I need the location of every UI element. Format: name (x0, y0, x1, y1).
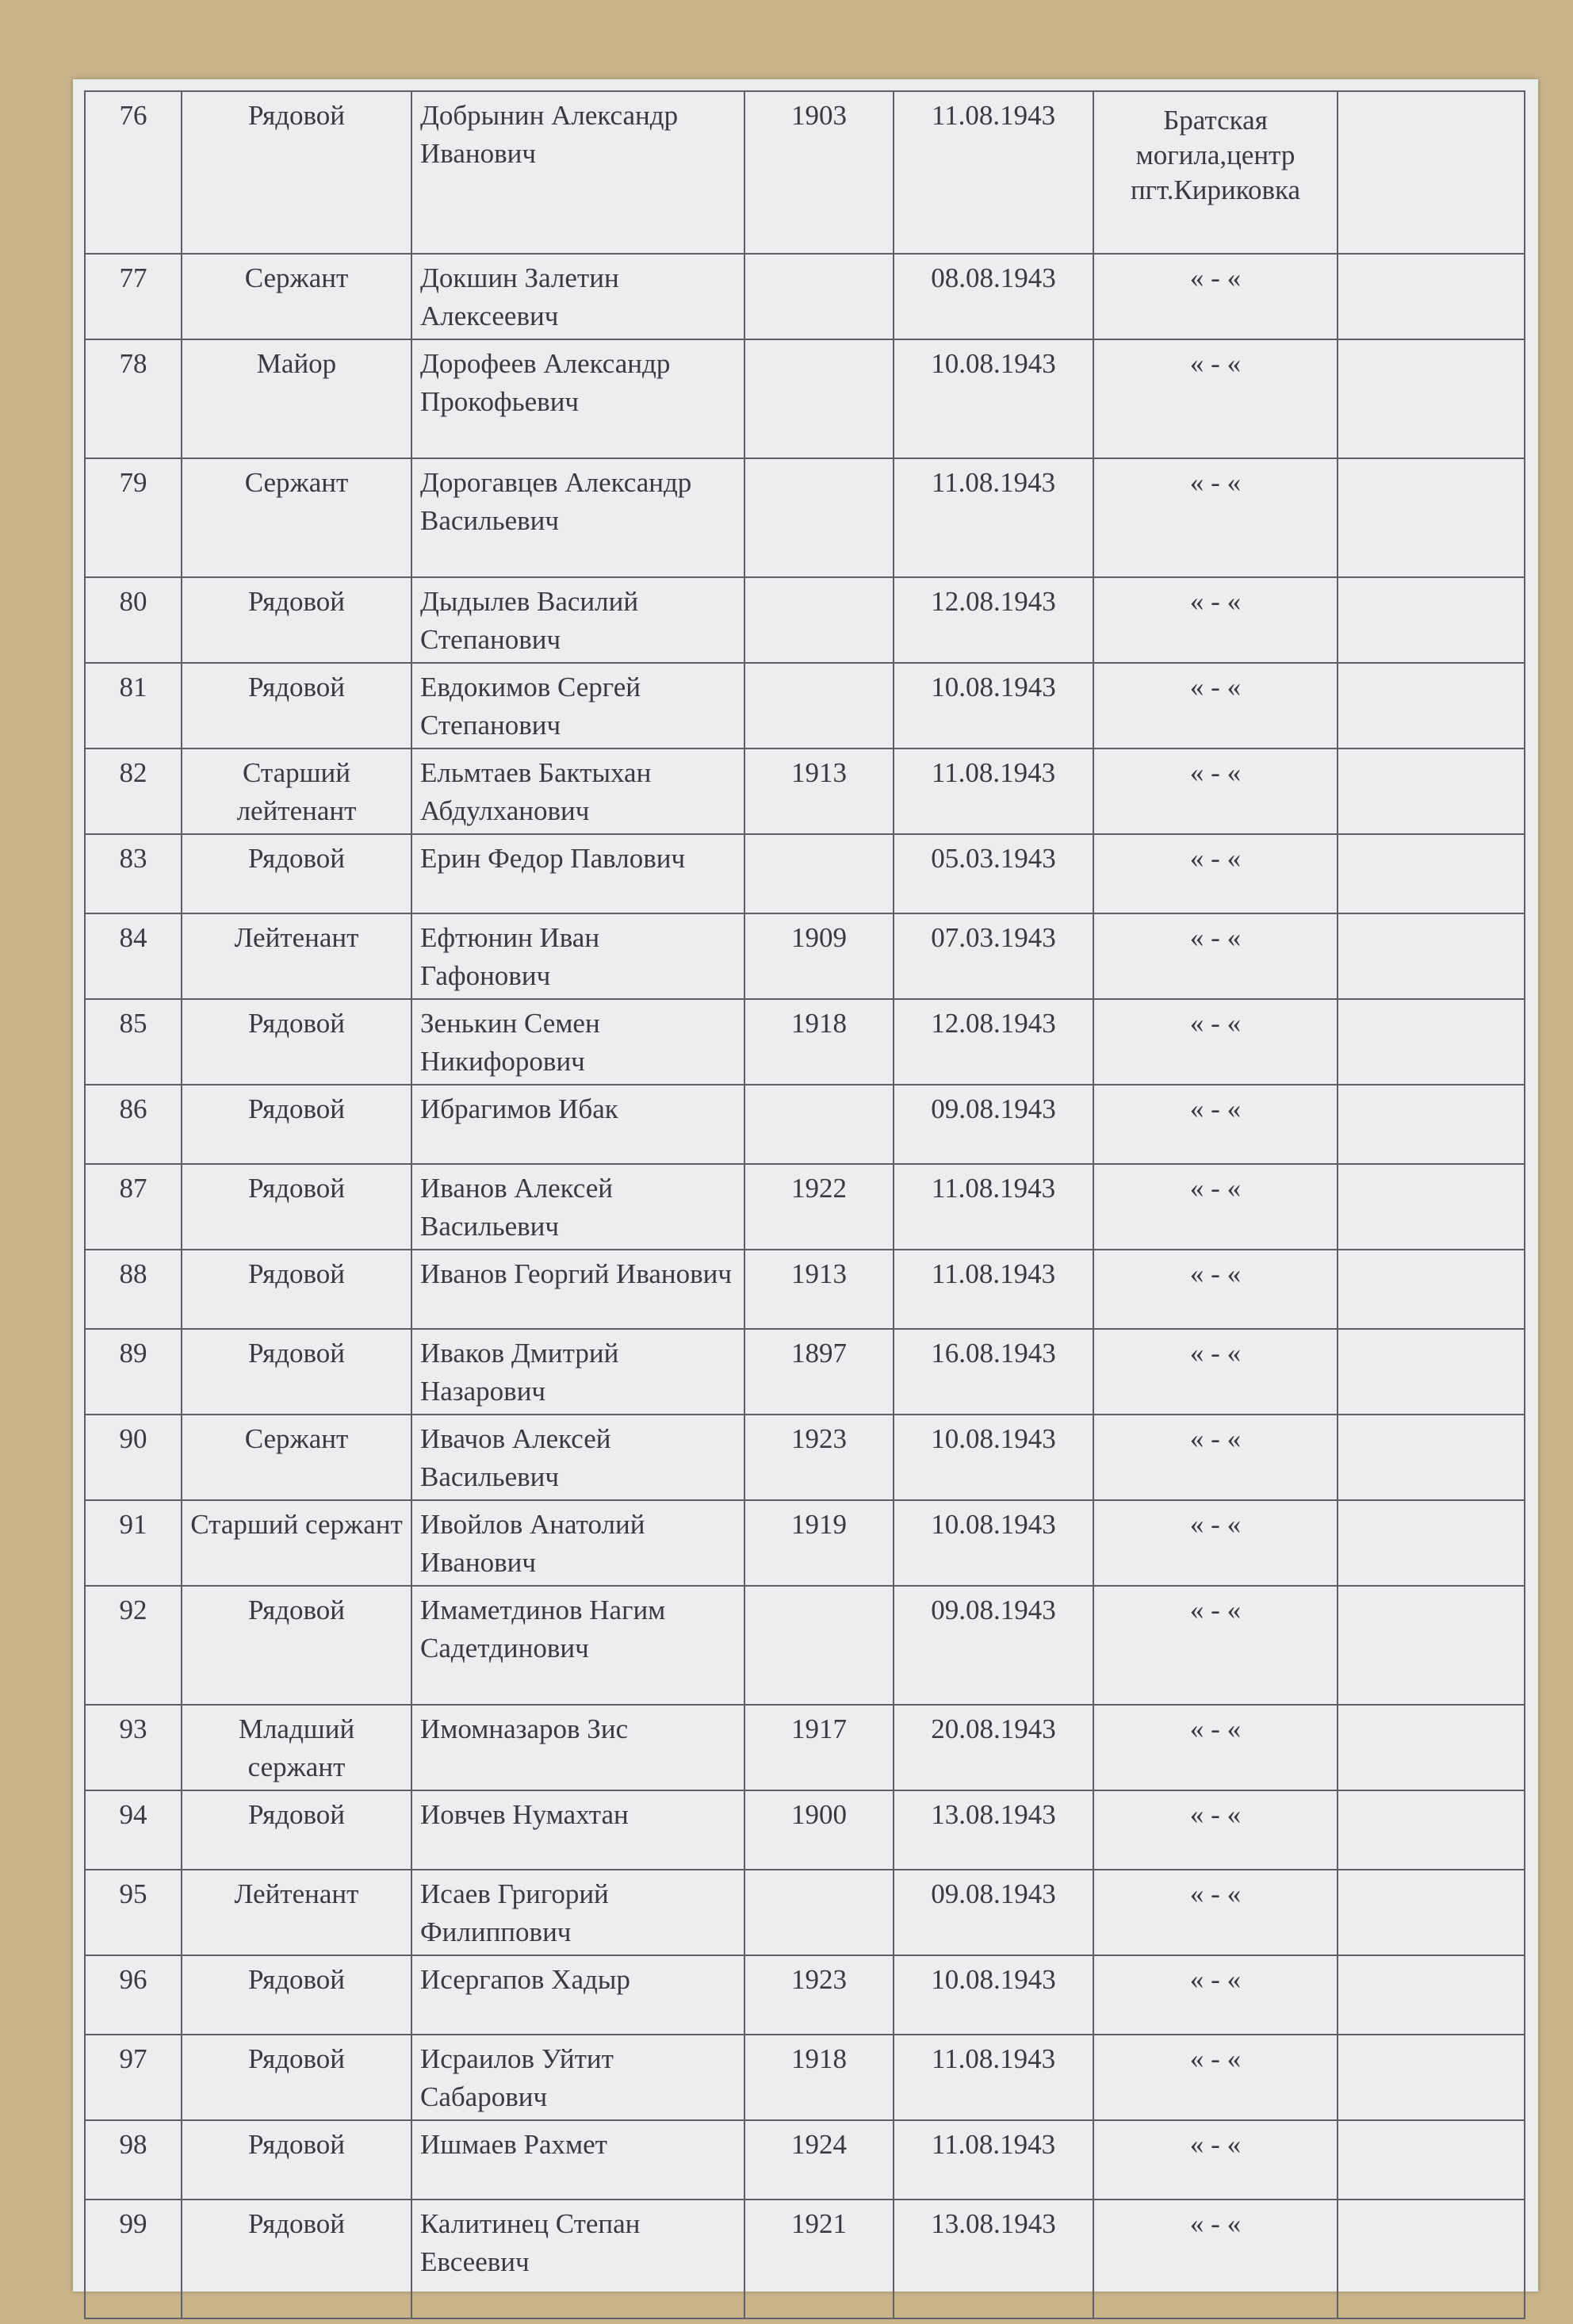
burial-place: Братская могила,центр пгт.Кириковка (1093, 91, 1338, 254)
document-page (73, 79, 1538, 2291)
note-cell (1338, 339, 1525, 458)
burial-place: « - « (1093, 749, 1338, 834)
soldier-rank: Старший сержант (182, 1500, 411, 1586)
soldier-name: Зенькин Семен Никифорович (411, 999, 744, 1085)
burial-place: « - « (1093, 999, 1338, 1085)
birth-year: 1913 (744, 749, 894, 834)
soldier-name: Иваков Дмитрий Назарович (411, 1329, 744, 1415)
table-row (85, 1790, 1525, 1870)
table-row (85, 1329, 1525, 1415)
soldier-number: 99 (85, 2200, 182, 2318)
soldier-name: Имомназаров Зис (411, 1705, 744, 1790)
soldier-number: 76 (85, 91, 182, 254)
birth-year (744, 663, 894, 749)
table-row (85, 1500, 1525, 1586)
note-cell (1338, 1955, 1525, 2035)
note-cell (1338, 1500, 1525, 1586)
table-row (85, 91, 1525, 254)
soldier-name: Ишмаев Рахмет (411, 2120, 744, 2200)
soldier-name: Ефтюнин Иван Гафонович (411, 913, 744, 999)
table-row (85, 1705, 1525, 1790)
soldier-number: 84 (85, 913, 182, 999)
birth-year (744, 577, 894, 663)
soldier-rank: Рядовой (182, 91, 411, 254)
soldier-rank: Рядовой (182, 1250, 411, 1329)
soldier-rank: Сержант (182, 1415, 411, 1500)
soldier-name: Иовчев Нумахтан (411, 1790, 744, 1870)
soldier-number: 82 (85, 749, 182, 834)
soldier-name: Ерин Федор Павлович (411, 834, 744, 913)
burial-place: « - « (1093, 1329, 1338, 1415)
death-date: 05.03.1943 (894, 834, 1093, 913)
table-row (85, 2200, 1525, 2318)
soldier-name: Ивойлов Анатолий Иванович (411, 1500, 744, 1586)
table-row (85, 1870, 1525, 1955)
table-row (85, 1586, 1525, 1705)
birth-year (744, 1586, 894, 1705)
birth-year (744, 254, 894, 339)
burial-place: « - « (1093, 1586, 1338, 1705)
death-date: 11.08.1943 (894, 91, 1093, 254)
soldier-number: 93 (85, 1705, 182, 1790)
burial-place: « - « (1093, 1250, 1338, 1329)
soldier-rank: Сержант (182, 254, 411, 339)
soldier-number: 98 (85, 2120, 182, 2200)
soldier-name: Евдокимов Сергей Степанович (411, 663, 744, 749)
birth-year: 1909 (744, 913, 894, 999)
soldier-name: Дыдылев Василий Степанович (411, 577, 744, 663)
birth-year (744, 1870, 894, 1955)
soldier-name: Иванов Алексей Васильевич (411, 1164, 744, 1250)
note-cell (1338, 254, 1525, 339)
memorial-roll-table (84, 90, 1525, 2319)
soldier-number: 81 (85, 663, 182, 749)
soldier-number: 86 (85, 1085, 182, 1164)
soldier-number: 78 (85, 339, 182, 458)
soldier-name: Исергапов Хадыр (411, 1955, 744, 2035)
note-cell (1338, 91, 1525, 254)
note-cell (1338, 749, 1525, 834)
note-cell (1338, 1164, 1525, 1250)
burial-place: « - « (1093, 339, 1338, 458)
death-date: 11.08.1943 (894, 1164, 1093, 1250)
table-row (85, 749, 1525, 834)
soldier-rank: Рядовой (182, 834, 411, 913)
note-cell (1338, 999, 1525, 1085)
burial-place: « - « (1093, 1790, 1338, 1870)
burial-place: « - « (1093, 1500, 1338, 1586)
table-row (85, 254, 1525, 339)
note-cell (1338, 2200, 1525, 2318)
table-row (85, 1250, 1525, 1329)
death-date: 09.08.1943 (894, 1085, 1093, 1164)
death-date: 20.08.1943 (894, 1705, 1093, 1790)
note-cell (1338, 2035, 1525, 2120)
death-date: 09.08.1943 (894, 1870, 1093, 1955)
birth-year: 1918 (744, 999, 894, 1085)
death-date: 07.03.1943 (894, 913, 1093, 999)
soldier-rank: Рядовой (182, 2120, 411, 2200)
soldier-number: 77 (85, 254, 182, 339)
death-date: 11.08.1943 (894, 749, 1093, 834)
soldier-rank: Старший лейтенант (182, 749, 411, 834)
roll-body (85, 91, 1525, 2318)
soldier-rank: Рядовой (182, 1329, 411, 1415)
soldier-name: Исраилов Уйтит Сабарович (411, 2035, 744, 2120)
death-date: 10.08.1943 (894, 663, 1093, 749)
soldier-name: Калитинец Степан Евсеевич (411, 2200, 744, 2318)
soldier-name: Имаметдинов Нагим Садетдинович (411, 1586, 744, 1705)
death-date: 12.08.1943 (894, 999, 1093, 1085)
birth-year (744, 1085, 894, 1164)
burial-place: « - « (1093, 834, 1338, 913)
burial-place: « - « (1093, 1164, 1338, 1250)
soldier-rank: Лейтенант (182, 1870, 411, 1955)
birth-year: 1923 (744, 1955, 894, 2035)
note-cell (1338, 663, 1525, 749)
table-row (85, 1415, 1525, 1500)
table-row (85, 2035, 1525, 2120)
note-cell (1338, 1415, 1525, 1500)
soldier-name: Ельмтаев Бактыхан Абдулханович (411, 749, 744, 834)
note-cell (1338, 1586, 1525, 1705)
birth-year: 1917 (744, 1705, 894, 1790)
note-cell (1338, 458, 1525, 577)
soldier-rank: Рядовой (182, 2035, 411, 2120)
soldier-name: Ивачов Алексей Васильевич (411, 1415, 744, 1500)
birth-year: 1903 (744, 91, 894, 254)
birth-year: 1922 (744, 1164, 894, 1250)
note-cell (1338, 1250, 1525, 1329)
table-row (85, 577, 1525, 663)
table-row (85, 834, 1525, 913)
table-row (85, 663, 1525, 749)
soldier-rank: Рядовой (182, 2200, 411, 2318)
death-date: 16.08.1943 (894, 1329, 1093, 1415)
birth-year: 1923 (744, 1415, 894, 1500)
death-date: 08.08.1943 (894, 254, 1093, 339)
death-date: 13.08.1943 (894, 1790, 1093, 1870)
soldier-rank: Сержант (182, 458, 411, 577)
soldier-name: Докшин Залетин Алексеевич (411, 254, 744, 339)
note-cell (1338, 577, 1525, 663)
burial-place: « - « (1093, 1415, 1338, 1500)
burial-place: « - « (1093, 1085, 1338, 1164)
soldier-number: 95 (85, 1870, 182, 1955)
soldier-rank: Рядовой (182, 999, 411, 1085)
burial-place: « - « (1093, 2200, 1338, 2318)
soldier-name: Дорогавцев Александр Васильевич (411, 458, 744, 577)
soldier-number: 91 (85, 1500, 182, 1586)
note-cell (1338, 1790, 1525, 1870)
burial-place: « - « (1093, 1955, 1338, 2035)
soldier-number: 79 (85, 458, 182, 577)
burial-place: « - « (1093, 1870, 1338, 1955)
death-date: 11.08.1943 (894, 1250, 1093, 1329)
burial-place: « - « (1093, 2035, 1338, 2120)
death-date: 13.08.1943 (894, 2200, 1093, 2318)
soldier-number: 92 (85, 1586, 182, 1705)
death-date: 10.08.1943 (894, 339, 1093, 458)
soldier-name: Добрынин Александр Иванович (411, 91, 744, 254)
birth-year: 1913 (744, 1250, 894, 1329)
table-row (85, 1085, 1525, 1164)
burial-place: « - « (1093, 1705, 1338, 1790)
table-row (85, 2120, 1525, 2200)
note-cell (1338, 1085, 1525, 1164)
soldier-rank: Лейтенант (182, 913, 411, 999)
burial-place: « - « (1093, 254, 1338, 339)
burial-place: « - « (1093, 458, 1338, 577)
table-row (85, 1955, 1525, 2035)
birth-year (744, 458, 894, 577)
soldier-rank: Рядовой (182, 1790, 411, 1870)
table-row (85, 913, 1525, 999)
death-date: 11.08.1943 (894, 2035, 1093, 2120)
death-date: 10.08.1943 (894, 1500, 1093, 1586)
birth-year: 1918 (744, 2035, 894, 2120)
soldier-number: 90 (85, 1415, 182, 1500)
table-row (85, 339, 1525, 458)
table-row (85, 458, 1525, 577)
soldier-rank: Рядовой (182, 1085, 411, 1164)
soldier-rank: Майор (182, 339, 411, 458)
birth-year: 1900 (744, 1790, 894, 1870)
death-date: 09.08.1943 (894, 1586, 1093, 1705)
soldier-number: 87 (85, 1164, 182, 1250)
death-date: 11.08.1943 (894, 458, 1093, 577)
note-cell (1338, 1329, 1525, 1415)
soldier-rank: Рядовой (182, 1955, 411, 2035)
soldier-rank: Рядовой (182, 577, 411, 663)
death-date: 12.08.1943 (894, 577, 1093, 663)
table-row (85, 1164, 1525, 1250)
birth-year: 1924 (744, 2120, 894, 2200)
soldier-number: 85 (85, 999, 182, 1085)
birth-year (744, 834, 894, 913)
soldier-rank: Рядовой (182, 1586, 411, 1705)
soldier-name: Иванов Георгий Иванович (411, 1250, 744, 1329)
burial-place: « - « (1093, 913, 1338, 999)
soldier-number: 94 (85, 1790, 182, 1870)
soldier-rank: Младший сержант (182, 1705, 411, 1790)
note-cell (1338, 1705, 1525, 1790)
table-row (85, 999, 1525, 1085)
birth-year: 1897 (744, 1329, 894, 1415)
note-cell (1338, 834, 1525, 913)
death-date: 10.08.1943 (894, 1415, 1093, 1500)
birth-year (744, 339, 894, 458)
death-date: 10.08.1943 (894, 1955, 1093, 2035)
soldier-name: Дорофеев Александр Прокофьевич (411, 339, 744, 458)
birth-year: 1919 (744, 1500, 894, 1586)
soldier-name: Исаев Григорий Филиппович (411, 1870, 744, 1955)
soldier-number: 97 (85, 2035, 182, 2120)
soldier-number: 83 (85, 834, 182, 913)
soldier-number: 88 (85, 1250, 182, 1329)
soldier-rank: Рядовой (182, 663, 411, 749)
note-cell (1338, 2120, 1525, 2200)
note-cell (1338, 913, 1525, 999)
soldier-number: 89 (85, 1329, 182, 1415)
burial-place: « - « (1093, 663, 1338, 749)
soldier-name: Ибрагимов Ибак (411, 1085, 744, 1164)
note-cell (1338, 1870, 1525, 1955)
burial-place: « - « (1093, 577, 1338, 663)
soldier-number: 80 (85, 577, 182, 663)
soldier-number: 96 (85, 1955, 182, 2035)
soldier-rank: Рядовой (182, 1164, 411, 1250)
birth-year: 1921 (744, 2200, 894, 2318)
burial-place: « - « (1093, 2120, 1338, 2200)
death-date: 11.08.1943 (894, 2120, 1093, 2200)
